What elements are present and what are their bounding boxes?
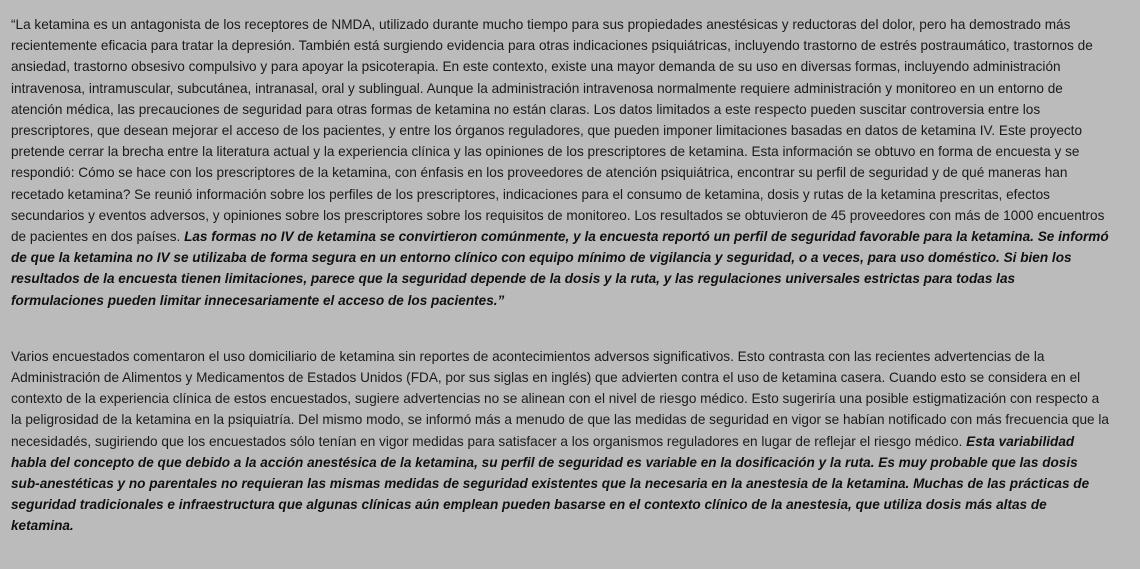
paragraph-text: “La ketamina es un antagonista de los receptores de NMDA, utilizado durante mucho tiempo para sus propiedades anestésicas y reductoras del dolor, pero ha demostrado más recientemente eficacia para tratar la depresión. También está surgiendo evidencia para otras indicaciones psiquiátricas, incluyendo trastorno de estrés postraumático, trastornos de ansiedad, trastorno obsesivo compulsivo y para apoyar la psicoterapia. En este contexto, existe una mayor demanda de su uso en diversas formas, incluyendo administración intravenosa, intramuscular, subcutánea, intranasal, oral y sublingual. Aunque la administración intravenosa normalmente requiere administración y monitoreo en un entorno de atención médica, las precauciones de seguridad para otras formas de ketamina no están claras. Los datos limitados a este respecto pueden suscitar controversia entre los prescriptores, que desean mejorar el acceso de los pacientes, y entre los órganos reguladores, que pueden imponer limitaciones basadas en datos de ketamina IV. Este proyecto pretende cerrar la brecha entre la literatura actual y la experiencia clínica y las opiniones de los prescriptores de ketamina. Esta información se obtuvo en forma de encuesta y se respondió: Cómo se hace con los prescriptores de la ketamina, con énfasis en los proveedores de atención psiquiátrica, encontrar su perfil de seguridad y de qué maneras han recetado ketamina? Se reunió información sobre los perfiles de los prescriptores, indicaciones para el consumo de ketamina, dosis y rutas de la ketamina prescritas, efectos secundarios y eventos adversos, y opiniones sobre los prescriptores sobre los requisitos de monitoreo. Los resultados se obtuvieron de 45 proveedores con más de 1000 encuentros de pacientes en dos países. [11, 17, 1105, 245]
paragraph-home-use-discussion [11, 346, 1110, 537]
paragraph-emphasis-text: Las formas no IV de ketamina se convirtieron comúnmente, y la encuesta reportó un perfil de seguridad favorable para la ketamina. Se informó de que la ketamina no IV se utilizaba de forma segura en un entorno clínico con equipo mínimo de vigilancia y seguridad, o a veces, para uso doméstico. Si bien los resultados de la encuesta tienen limitaciones, parece que la seguridad depende de la dosis y la ruta, y las regulaciones universales estrictas para todas las formulaciones pueden limitar innecesariamente el acceso de los pacientes.” [11, 229, 1109, 308]
paragraph-ketamine-survey-summary [11, 14, 1110, 311]
paragraph-emphasis-text: Esta variabilidad habla del concepto de que debido a la acción anestésica de la ketamina, su perfil de seguridad es variable en la dosificación y la ruta. Es muy probable que las dosis sub-anestéticas y no parentales no requieran las mismas medidas de seguridad existentes que la necesaria en la anestesia de la ketamina. Muchas de las prácticas de seguridad tradicionales e infraestructura que algunas clínicas aún emplean pueden basarse en el contexto clínico de la anestesia, que utiliza dosis más altas de ketamina. [11, 433, 1090, 534]
paragraph-text: Varios encuestados comentaron el uso domiciliario de ketamina sin reportes de acontecimientos adversos significativos. Esto contrasta con las recientes advertencias de la Administración de Alimentos y Medicamentos de Estados Unidos (FDA, por sus siglas en inglés) que advierten contra el uso de ketamina casera. Cuando esto se considera en el contexto de la experiencia clínica de estos encuestados, sugiere advertencias no se alinean con el nivel de riesgo médico. Esto sugeriría una posible estigmatización con respecto a la peligrosidad de la ketamina en la psiquiatría. Del mismo modo, se informó más a menudo de que las medidas de seguridad en vigor se habían notificado con más frecuencia que la necesidadés, sugiriendo que los encuestados sólo tenían en vigor medidas para satisfacer a los organismos reguladores en lugar de reflejar el riesgo médico. [11, 348, 1109, 449]
